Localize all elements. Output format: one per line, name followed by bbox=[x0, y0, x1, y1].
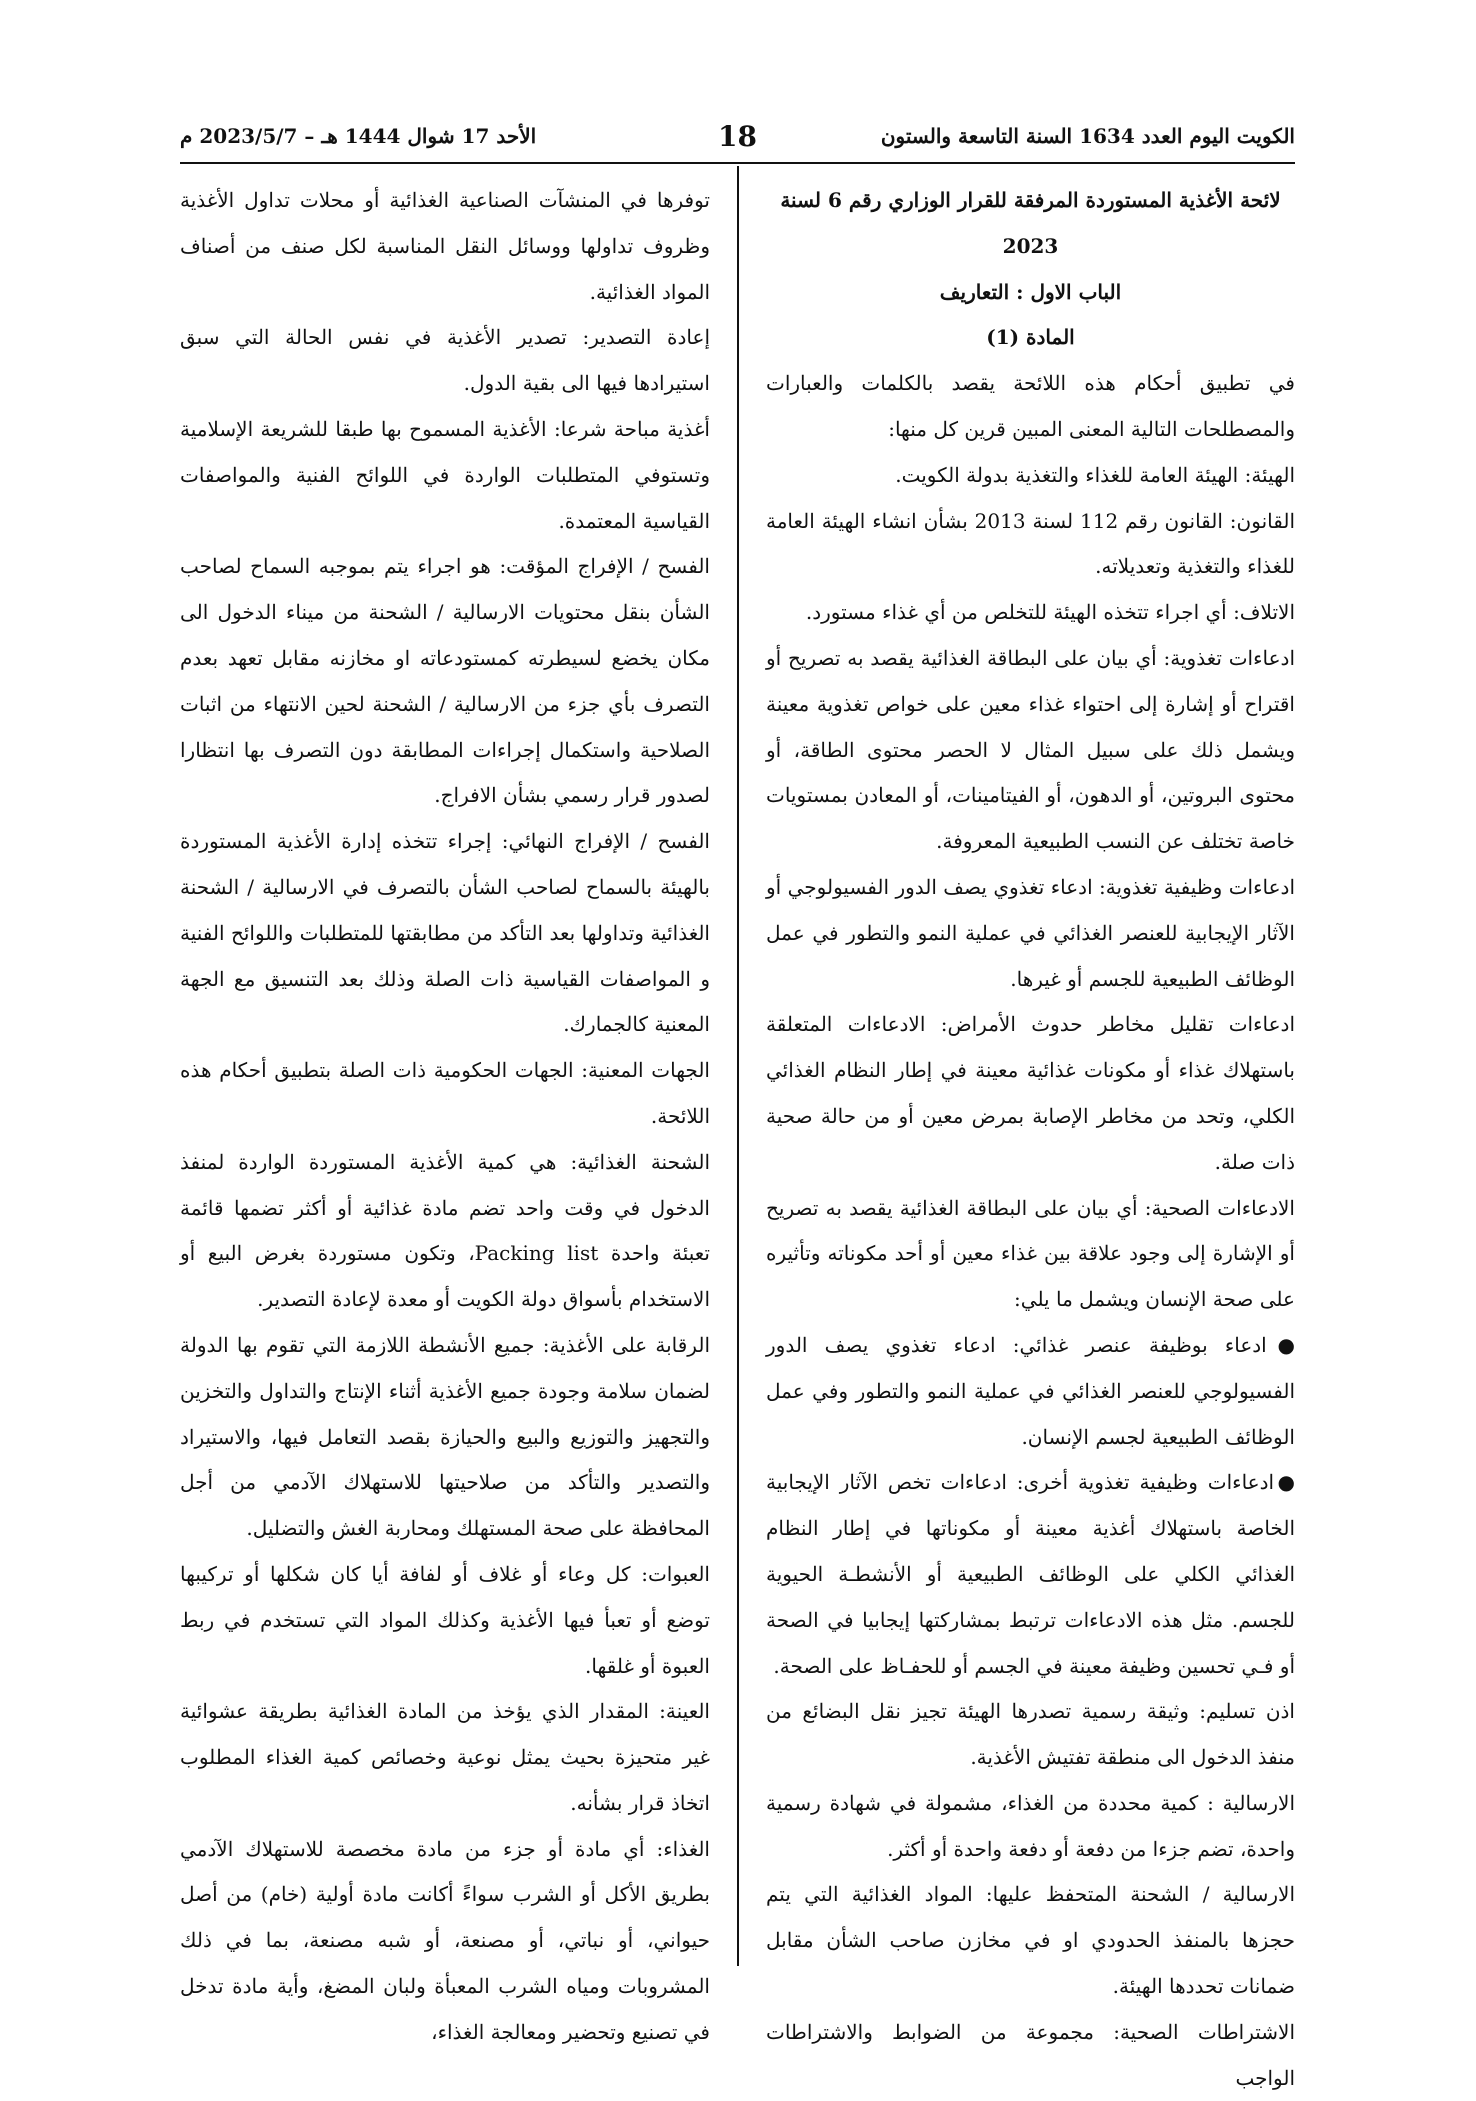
paragraph: ادعاءات تغذوية: أي بيان على البطاقة الغذائية يقصد به تصريح أو اقتراح أو إشارة إلى احتواء غذاء معين على خواص تغذوية معينة ويشمل ذلك على سبيل المثال لا الحصر محتوى الطاقة، أو محتوى البروتين، أو الدهون، أو الفيتامينات، أو المعادن بمستويات خاصة تختلف عن النسب الطبيعية المعروفة. bbox=[766, 645, 1295, 854]
paragraph: القانون: القانون رقم 112 لسنة 2013 بشأن انشاء الهيئة العامة للغذاء والتغذية وتعديلاته. bbox=[766, 508, 1295, 579]
paragraph: ادعاءات تقليل مخاطر حدوث الأمراض: الادعاءات المتعلقة باستهلاك غذاء أو مكونات غذائية معينة في إطار النظام الغذائي الكلي، وتحد من مخاطر الإصابة بمرض معين أو من حالة صحية ذات صلة. bbox=[766, 1012, 1295, 1174]
paragraph: الرقابة على الأغذية: جميع الأنشطة اللازمة التي تقوم بها الدولة لضمان سلامة وجودة جميع الأغذية أثناء الإنتاج والتداول والتخزين والتجهيز والتوزيع والبيع والحيازة بقصد التعامل فيها، والاستيراد والتصدير والتأكد من صلاحيتها للاستهلاك الآدمي من أجل المحافظة على صحة المستهلك ومحاربة الغش والتضليل. bbox=[180, 1332, 710, 1541]
paragraph: العينة: المقدار الذي يؤخذ من المادة الغذائية بطريقة عشوائية غير متحيزة بحيث يمثل نوعية وخصائص كمية الغذاء المطلوب اتخاذ قرار بشأنه. bbox=[180, 1699, 710, 1815]
article-heading: المادة (1) bbox=[986, 325, 1075, 350]
paragraph: الادعاءات الصحية: أي بيان على البطاقة الغذائية يقصد به تصريح أو الإشارة إلى وجود علاقة بين غذاء معين أو أحد مكوناته وتأثيره على صحة الإنسان ويشمل ما يلي: bbox=[766, 1195, 1295, 1312]
page-number: 18 bbox=[718, 120, 757, 153]
paragraph: الهيئة: الهيئة العامة للغذاء والتغذية بدولة الكويت. bbox=[895, 462, 1295, 487]
header-divider bbox=[180, 162, 1295, 164]
paragraph: الغذاء: أي مادة أو جزء من مادة مخصصة للاستهلاك الآدمي بطريق الأكل أو الشرب سواءً أكانت مادة أولية (خام) من أصل حيواني، أو نباتي، أو مصنعة، أو شبه مصنعة، بما في ذلك المشروبات ومياه الشرب المعبأة ولبان المضغ، وأية مادة تدخل في تصنيع وتحضير ومعالجة الغذاء، bbox=[180, 1836, 710, 2044]
paragraph: الاشتراطات الصحية: مجموعة من الضوابط والاشتراطات الواجب bbox=[766, 2019, 1295, 2090]
chapter-heading: الباب الاول : التعاريف bbox=[939, 279, 1122, 304]
paragraph: الارسالية / الشحنة المتحفظ عليها: المواد الغذائية التي يتم حجزها بالمنفذ الحدودي او في مخازن صاحب الشأن مقابل ضمانات تحددها الهيئة. bbox=[766, 1882, 1295, 1999]
column-divider bbox=[737, 166, 739, 1966]
bullet-paragraph: ●ادعاء بوظيفة عنصر غذائي: ادعاء تغذوي يصف الدور الفسيولوجي للعنصر الغذائي في عملية النمو والتطور وفي عمل الوظائف الطبيعية لجسم الإنسان. bbox=[766, 1332, 1295, 1449]
paragraph: توفرها في المنشآت الصناعية الغذائية أو محلات تداول الأغذية وظروف تداولها ووسائل النقل المناسبة لكل صنف من أصناف المواد الغذائية. bbox=[180, 188, 710, 304]
paragraph: في تطبيق أحكام هذه اللائحة يقصد بالكلمات والعبارات والمصطلحات التالية المعنى المبين قرين كل منها: bbox=[766, 371, 1295, 441]
paragraph: العبوات: كل وعاء أو غلاف أو لفافة أيا كان شكلها أو تركيبها توضع أو تعبأ فيها الأغذية وكذلك المواد التي تستخدم في ربط العبوة أو غلقها. bbox=[180, 1561, 710, 1678]
paragraph: الشحنة الغذائية: هي كمية الأغذية المستوردة الواردة لمنفذ الدخول في وقت واحد تضم مادة غذائية أو أكثر تضمها قائمة تعبئة واحدة Packing list، وتكون مستوردة بغرض البيع أو الاستخدام بأسواق دولة الكويت أو معدة لإعادة التصدير. bbox=[180, 1149, 710, 1312]
left-column bbox=[180, 178, 710, 2056]
bullet-paragraph: ●ادعاءات وظيفية تغذوية أخرى: ادعاءات تخص الآثار الإيجابية الخاصة باستهلاك أغذية معينة أو مكوناتها في إطار النظام الغذائي الكلي على الوظائف الطبيعية أو الأنشطـة الحيوية للجسم. مثل هذه الادعاءات ترتبط بمشاركتها إيجابيا في الصحة أو فـي تحسين وظيفة معينة في الجسم أو للحفـاظ على الصحة. bbox=[766, 1470, 1295, 1678]
issue-info: الكويت اليوم العدد 1634 السنة التاسعة والستون bbox=[880, 124, 1295, 148]
right-column bbox=[766, 178, 1295, 2101]
paragraph: ادعاءات وظيفية تغذوية: ادعاء تغذوي يصف الدور الفسيولوجي أو الآثار الإيجابية للعنصر الغذائي في عملية النمو والتطور في عمل الوظائف الطبيعية للجسم أو غيرها. bbox=[766, 874, 1295, 991]
issue-date: الأحد 17 شوال 1444 هـ – 2023/5/7 م bbox=[180, 124, 537, 148]
paragraph: الجهات المعنية: الجهات الحكومية ذات الصلة بتطبيق أحكام هذه اللائحة. bbox=[180, 1058, 710, 1128]
paragraph: اذن تسليم: وثيقة رسمية تصدرها الهيئة تجيز نقل البضائع من منفذ الدخول الى منطقة تفتيش الأغذية. bbox=[766, 1699, 1295, 1770]
paragraph: إعادة التصدير: تصدير الأغذية في نفس الحالة التي سبق استيرادها فيها الى بقية الدول. bbox=[180, 325, 710, 396]
paragraph: الفسح / الإفراج المؤقت: هو اجراء يتم بموجبه السماح لصاحب الشأن بنقل محتويات الارسالية / الشحنة من ميناء الدخول الى مكان يخضع لسيطرته كمستودعاته او مخازنه مقابل تعهد بعدم التصرف بأي جزء من الارسالية / الشحنة لحين الانتهاء من اثبات الصلاحية واستكمال إجراءات المطابقة دون التصرف بها انتظارا لصدور قرار رسمي بشأن الافراج. bbox=[180, 554, 710, 808]
paragraph: الارسالية : كمية محددة من الغذاء، مشمولة في شهادة رسمية واحدة، تضم جزءا من دفعة أو دفعة واحدة أو أكثر. bbox=[766, 1790, 1295, 1861]
page-header bbox=[180, 120, 1295, 156]
paragraph: الفسح / الإفراج النهائي: إجراء تتخذه إدارة الأغذية المستوردة بالهيئة بالسماح لصاحب الشأن بالتصرف في الارسالية / الشحنة الغذائية وتداولها بعد التأكد من مطابقتها للمتطلبات واللوائح الفنية و المواصفات القياسية ذات الصلة وذلك بعد التنسيق مع الجهة المعنية كالجمارك. bbox=[180, 829, 710, 1037]
paragraph: الاتلاف: أي اجراء تتخذه الهيئة للتخلص من أي غذاء مستورد. bbox=[805, 600, 1295, 625]
regulation-title: لائحة الأغذية المستوردة المرفقة للقرار الوزاري رقم 6 لسنة 2023 bbox=[780, 188, 1281, 258]
paragraph: أغذية مباحة شرعا: الأغذية المسموح بها طبقا للشريعة الإسلامية وتستوفي المتطلبات الواردة في اللوائح الفنية والمواصفات القياسية المعتمدة. bbox=[180, 416, 710, 533]
